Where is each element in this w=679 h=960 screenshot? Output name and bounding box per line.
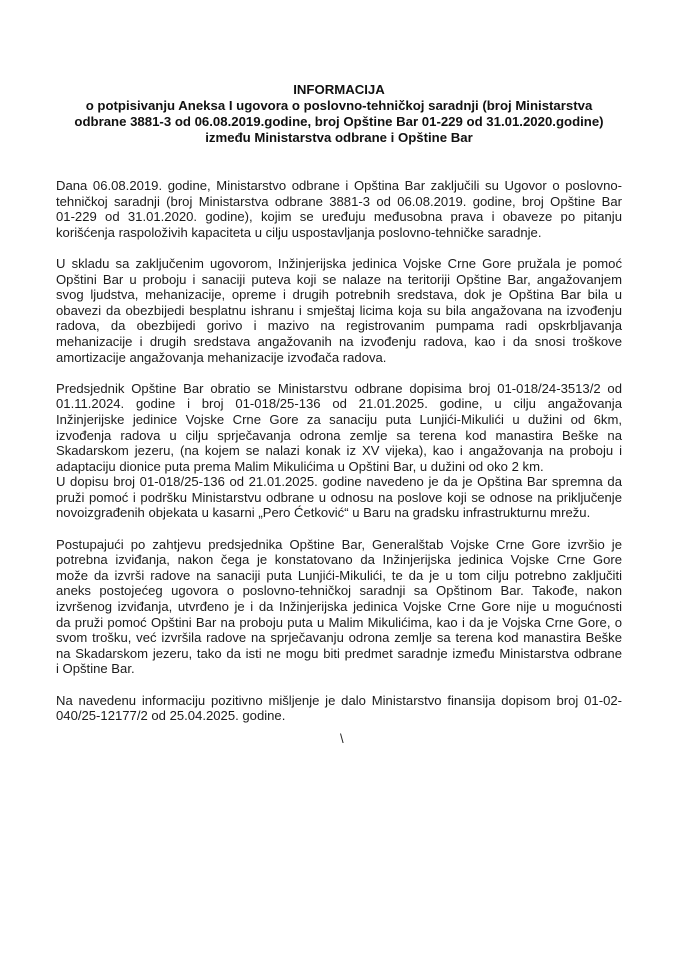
document-body — [56, 178, 622, 739]
text-line: 01.11.2024. godine i broj 01-018/25-136 od 21.01.2025. godine, u cilju angažovanja — [56, 396, 622, 412]
text-line: pruži pomoć i podršku Ministarstvu odbrane u odnosu na poslove koji se odnose na priključenje — [56, 489, 622, 505]
text-line: svog ljudstva, mehanizacije, opreme i drugih potrebnih sredstava, dok je Opština Bar bila u — [56, 287, 622, 303]
text-line: svom trošku, već izvršila radove na sprječavanju odrona zemlje sa terena kod manastira Beške — [56, 630, 622, 646]
text-line: 040/25-12177/2 od 25.04.2025. godine. — [56, 708, 286, 724]
text-line: Inžinjerijske jedinice Vojske Crne Gore za sanaciju puta Lunjići-Mikulići u dužini od 6km, — [56, 411, 622, 427]
document-subtitle-line-2: odbrane 3881-3 od 06.08.2019.godine, broj Opštine Bar 01-229 od 31.01.2020.godine) — [74, 114, 604, 129]
text-line: korišćenja raspoloživih kapaciteta u cilju uspostavljanja poslovno-tehničke saradnje. — [56, 224, 542, 240]
trailing-mark: \ — [340, 731, 344, 746]
document-subtitle-line-1: o potpisivanju Aneksa I ugovora o poslovno-tehničkoj saradnji (broj Ministarstva — [85, 98, 593, 113]
text-line: obavezi da obezbijedi besplatnu ishranu i smještaj licima koja su bila angažovana na izvođenju — [56, 302, 622, 318]
text-line: Na navedenu informaciju pozitivno mišljenje je dalo Ministarstvo finansija dopisom broj 01-02- — [56, 692, 622, 708]
paragraph-municipality-support — [56, 474, 622, 521]
paragraph-contract-background — [56, 178, 622, 240]
text-line: potrebna izviđanja, nakon čega je konstatovano da Inžinjerijska jedinica Vojske Crne Gore — [56, 552, 622, 568]
text-line: da pruži pomoć Opštini Bar na proboju puta u Malim Mikulićima, kao i da je Vojska Crne Gore, o — [56, 614, 622, 630]
text-line: i Opštine Bar. — [56, 661, 135, 677]
text-line: Skadarskom jezeru, (na kojem se nalazi konak iz XV vijeka), kao i angažovanja na proboju i — [56, 443, 622, 459]
text-line: U dopisu broj 01-018/25-136 od 21.01.2025. godine navedeno je da je Opština Bar spremna da — [56, 474, 622, 490]
text-line: Opštini Bar u proboju i sanaciji puteva koji se nalaze na teritoriji Opštine Bar, angažovanjem — [56, 271, 622, 287]
text-line: Predsjednik Opštine Bar obratio se Ministarstvu odbrane dopisima broj 01-018/24-3513/2 od — [56, 380, 622, 396]
text-line: na Skadarskom jezeru, tako da isti ne mogu biti predmet saradnje između Ministarstva odbrane — [56, 645, 622, 661]
text-line: izvođenja radova u cilju sprječavanja odrona zemlje sa terena kod manastira Beške na — [56, 427, 622, 443]
document-title: INFORMACIJA — [293, 82, 385, 97]
text-line: radova, da obezbijedi gorivo i mazivo na registrovanim pumpama radi opskrbljavanja — [56, 318, 622, 334]
text-line: izvršenog izviđanja, utvrđeno je i da Inžinjerijska jedinica Vojske Crne Gore nije u mogućnosti — [56, 599, 622, 615]
text-line: aneks postojećeg ugovora o poslovno-tehničkoj saradnji sa Opštinom Bar. Takođe, nakon — [56, 583, 622, 599]
paragraph-general-staff-findings — [56, 537, 622, 677]
paragraph-contract-obligations — [56, 256, 622, 365]
document-heading — [56, 82, 622, 146]
text-line: tehničkoj saradnji (broj Ministarstva odbrane 3881-3 od 06.08.2019. godine, broj Opštine Bar — [56, 193, 622, 209]
text-line: 01-229 od 31.01.2020. godine), kojim se uređuju međusobna prava i obaveze po pitanju — [56, 209, 622, 225]
text-line: novoizgrađenih objekata u kasarni „Pero Ćetković“ u Baru na gradsku infrastrukturnu mrežu. — [56, 505, 591, 521]
text-line: Postupajući po zahtjevu predsjednika Opštine Bar, Generalštab Vojske Crne Gore izvršio je — [56, 536, 622, 552]
text-line: mehanizacije i drugih sredstava angažovanih na izvođenju radova, kao i da snosi troškove — [56, 333, 622, 349]
paragraph-finance-ministry-opinion — [56, 693, 622, 724]
document-subtitle-line-3: između Ministarstva odbrane i Opštine Bar — [205, 130, 473, 145]
text-line: Dana 06.08.2019. godine, Ministarstvo odbrane i Opština Bar zaključili su Ugovor o poslovno- — [56, 178, 622, 193]
text-line: amortizacije angažovanja mehanizacije izvođača radova. — [56, 349, 387, 365]
text-line: adaptaciju dionice puta prema Malim Mikulićima u Opštini Bar, u dužini od oko 2 km. — [56, 458, 544, 474]
text-line: može da izvrši radove na sanaciji puta Lunjići-Mikulići, te da je u tom cilju potrebno zaključiti — [56, 567, 622, 583]
paragraph-mayor-request — [56, 381, 622, 475]
text-line: U skladu sa zaključenim ugovorom, Inžinjerijska jedinica Vojske Crne Gore pružala je pomoć — [56, 255, 622, 271]
